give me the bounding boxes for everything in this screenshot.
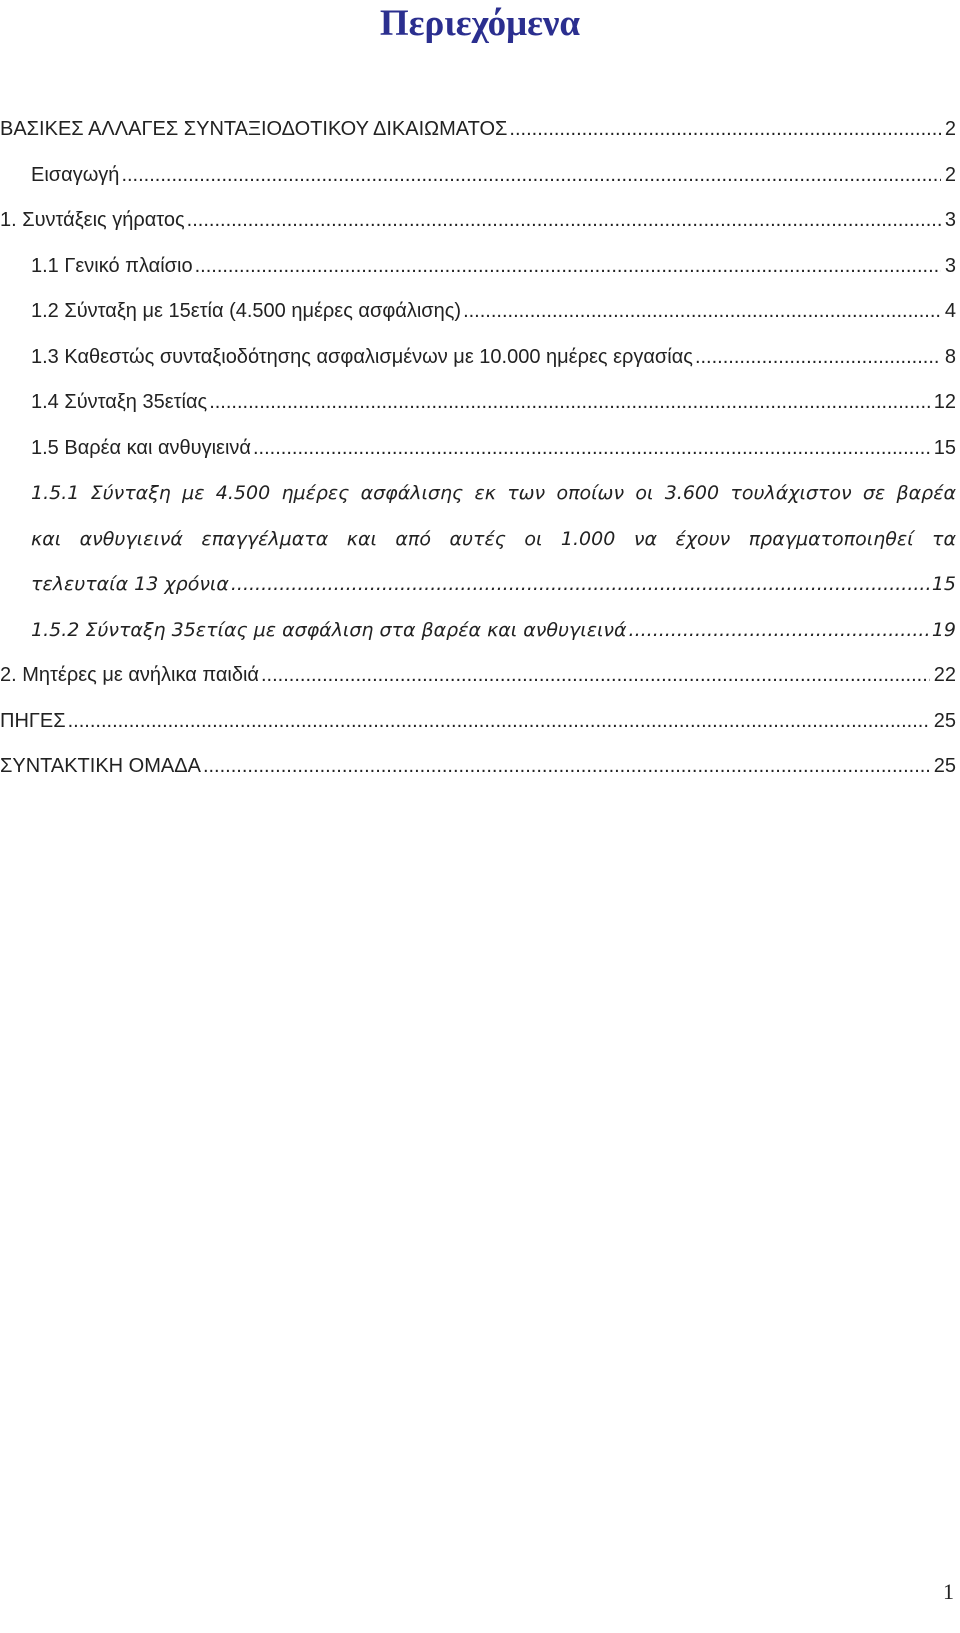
dot-leader (209, 380, 930, 426)
toc-entry-label-line: και ανθυγιεινά επαγγέλματα και από αυτές οι 1.000 να έχουν πραγματοποιηθεί τα (31, 527, 956, 550)
toc-entry-page: 15 (931, 573, 956, 595)
toc-entry-page: 3 (944, 254, 956, 277)
toc-entry-35-years[interactable] (0, 380, 956, 426)
dot-leader (121, 153, 940, 199)
toc-entry-label: ΠΗΓΕΣ (0, 709, 66, 732)
toc-entry-label: 2. Μητέρες με ανήλικα παιδιά (0, 664, 259, 686)
toc-entry-sources[interactable] (0, 699, 956, 745)
dot-leader (187, 198, 941, 244)
toc-entry-label: 1.4 Σύνταξη 35ετίας (31, 391, 208, 413)
toc-entry-main-heading[interactable] (0, 107, 956, 153)
toc-entry-label: 1.1 Γενικό πλαίσιο (31, 254, 193, 277)
toc-entry-label: ΣΥΝΤΑΚΤΙΚΗ ΟΜΑΔΑ (0, 755, 201, 777)
toc-entry-page: 4 (944, 300, 956, 322)
toc-entry-general-framework[interactable] (0, 244, 956, 290)
dot-leader (695, 335, 941, 381)
toc-entry-label: 1.2 Σύνταξη με 15ετία (4.500 ημέρες ασφάλισης) (31, 300, 462, 322)
toc-entry-label-line: 1.5.1 Σύνταξη με 4.500 ημέρες ασφάλισης εκ των οποίων οι 3.600 τουλάχιστον σε βαρέα (31, 482, 956, 504)
dot-leader (261, 653, 930, 699)
toc-entry-label-line: τελευταία 13 χρόνια (31, 573, 229, 595)
toc-entry-page: 3 (944, 209, 956, 231)
toc-entry-label: Εισαγωγή (31, 163, 120, 186)
dot-leader (629, 608, 928, 654)
toc-entry-page: 8 (944, 345, 956, 368)
toc-entry-introduction[interactable] (0, 153, 956, 199)
dot-leader (463, 289, 941, 335)
toc-entry-label: ΒΑΣΙΚΕΣ ΑΛΛΑΓΕΣ ΣΥΝΤΑΞΙΟΔΟΤΙΚΟΥ ΔΙΚΑΙΩΜΑΤΟΣ (0, 118, 508, 140)
page-title: Περιεχόμενα (379, 3, 581, 44)
dot-leader (509, 107, 940, 153)
dot-leader (253, 426, 930, 472)
toc-entry-10000-days[interactable] (0, 335, 956, 381)
toc-entry-4500-days-heavy[interactable] (0, 471, 956, 608)
toc-entry-page: 22 (933, 664, 956, 686)
toc-entry-label-last-line (31, 562, 956, 608)
toc-entry-page: 12 (933, 391, 956, 413)
toc-entry-15-years[interactable] (0, 289, 956, 335)
toc-entry-page: 2 (944, 118, 956, 140)
toc-entry-editorial-team[interactable] (0, 744, 956, 790)
toc-entry-old-age-pensions[interactable] (0, 198, 956, 244)
toc-entry-35-years-heavy[interactable] (0, 608, 956, 654)
toc-entry-mothers[interactable] (0, 653, 956, 699)
toc-entry-label: 1. Συντάξεις γήρατος (0, 209, 185, 231)
dot-leader (203, 744, 930, 790)
dot-leader (195, 244, 941, 290)
toc-entry-label: 1.5.2 Σύνταξη 35ετίας με ασφάλιση στα βαρέα και ανθυγιεινά (31, 618, 627, 641)
table-of-contents (0, 107, 956, 790)
toc-entry-page: 25 (933, 755, 956, 777)
toc-entry-page: 2 (944, 163, 956, 186)
dot-leader (68, 699, 930, 745)
toc-entry-page: 19 (931, 618, 956, 641)
toc-entry-heavy-unhealthy[interactable] (0, 426, 956, 472)
dot-leader (231, 562, 930, 608)
toc-entry-page: 25 (933, 709, 956, 732)
page-number: 1 (943, 1579, 954, 1604)
toc-entry-label: 1.5 Βαρέα και ανθυγιεινά (31, 436, 251, 459)
toc-entry-label: 1.3 Καθεστώς συνταξιοδότησης ασφαλισμένων με 10.000 ημέρες εργασίας (31, 345, 693, 368)
toc-entry-page: 15 (933, 436, 956, 459)
